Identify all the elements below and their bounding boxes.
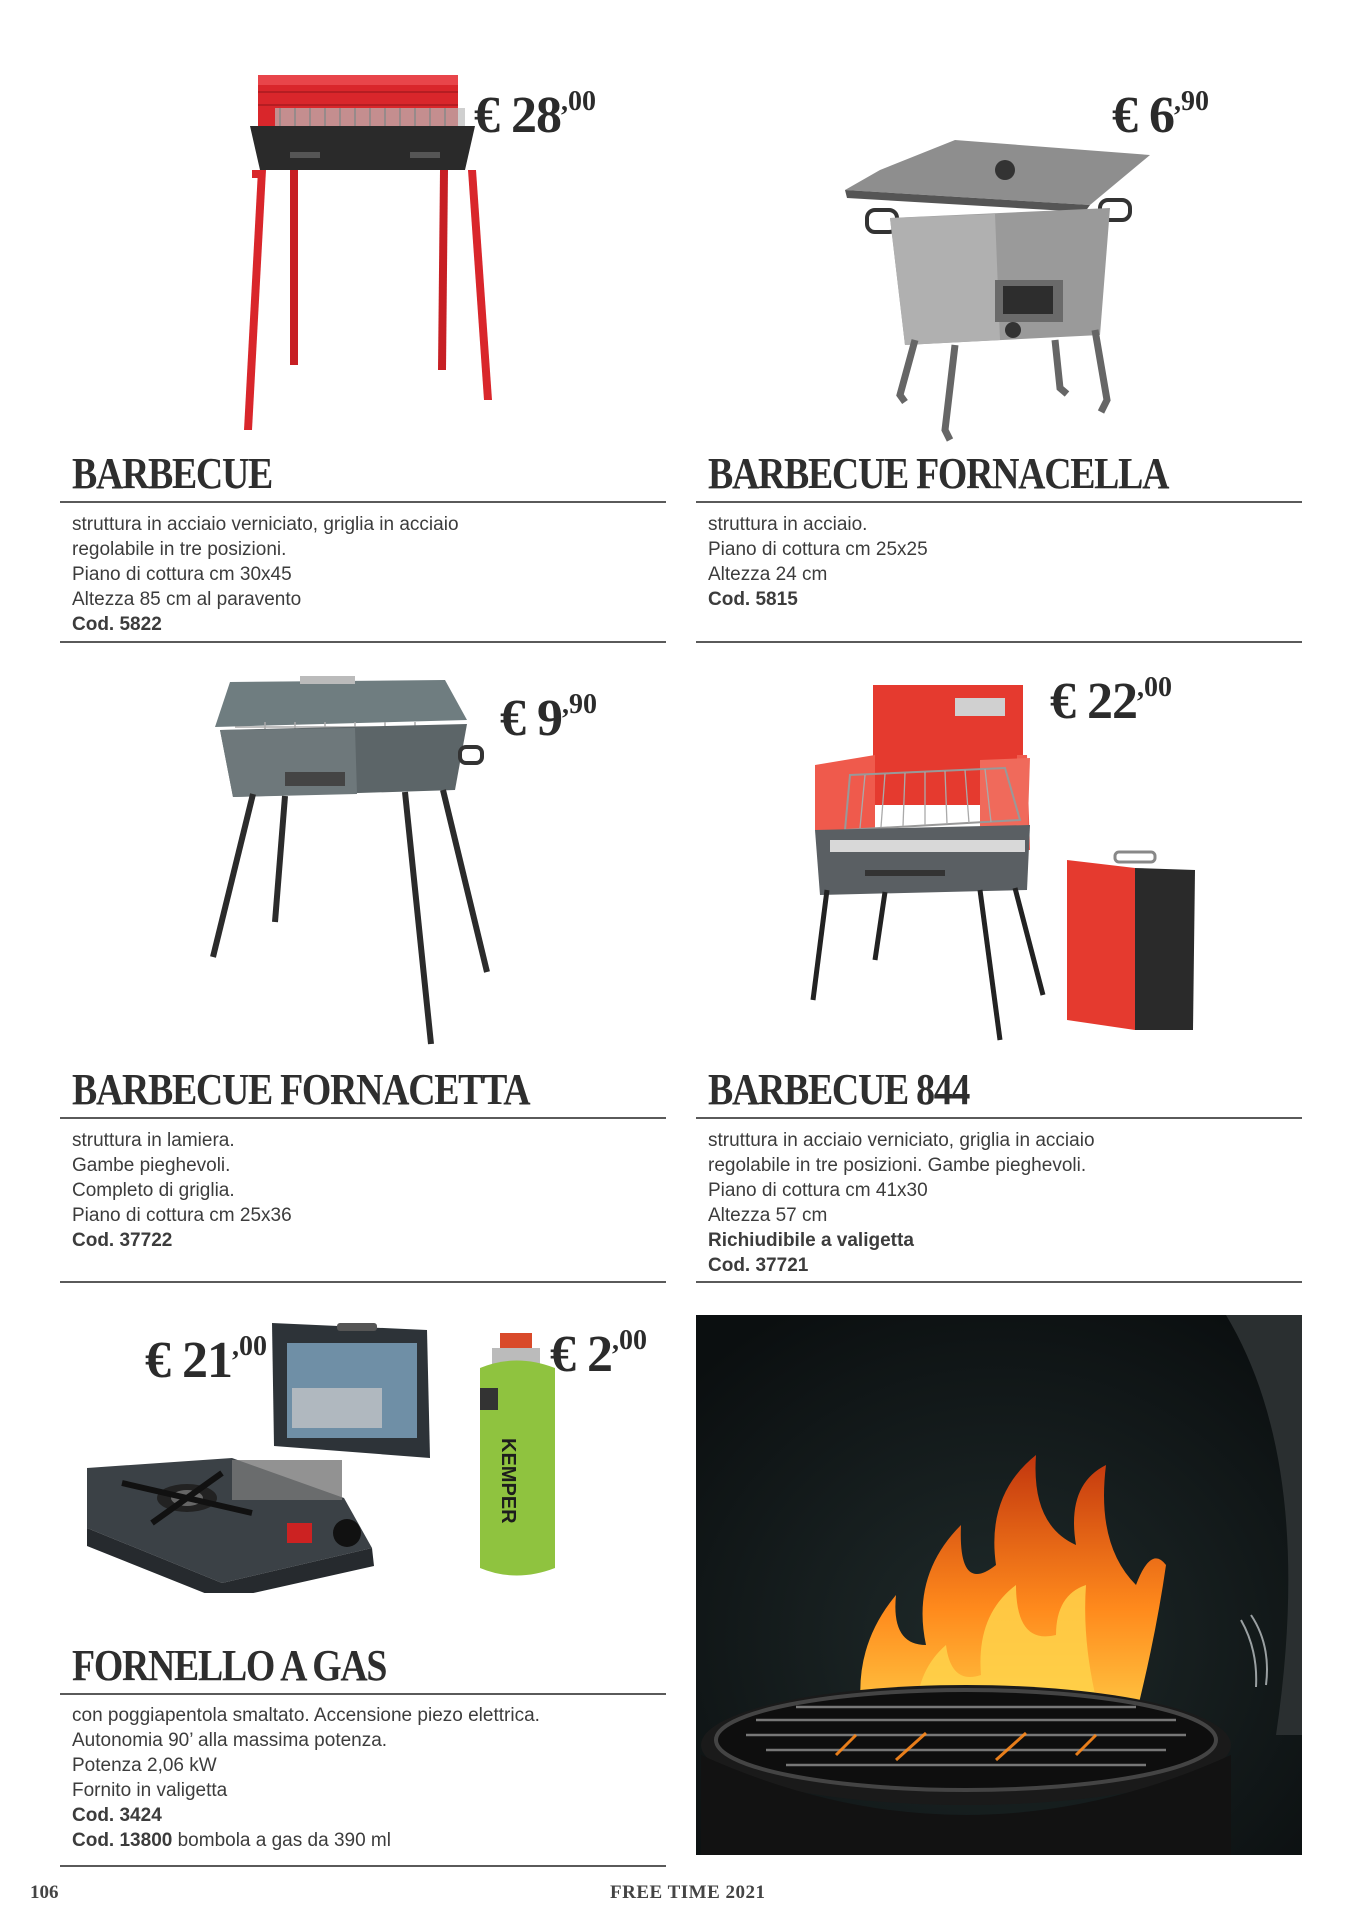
price-main: € 2 xyxy=(550,1326,612,1383)
desc-line: struttura in acciaio verniciato, griglia in acciaio xyxy=(72,514,459,535)
desc-line: struttura in acciaio verniciato, griglia in acciaio xyxy=(708,1130,1095,1151)
section-divider xyxy=(60,1865,666,1867)
desc-line: Altezza 57 cm xyxy=(708,1205,828,1226)
product-code: Cod. 5822 xyxy=(72,614,162,635)
desc-line: Piano di cottura cm 41x30 xyxy=(708,1180,928,1201)
can-brand: KEMPER xyxy=(497,1438,519,1524)
desc-line: Piano di cottura cm 25x25 xyxy=(708,539,928,560)
desc-line: struttura in lamiera. xyxy=(72,1130,235,1151)
product-code-2: Cod. 13800 xyxy=(72,1830,173,1851)
product-title: BARBECUE xyxy=(72,449,272,498)
price-cents: ,90 xyxy=(562,689,597,720)
price-cents: ,00 xyxy=(561,86,596,117)
price-main: € 9 xyxy=(500,690,562,747)
product-description xyxy=(708,1128,1095,1278)
price-main: € 21 xyxy=(145,1332,232,1389)
product-code: Cod. 5815 xyxy=(708,589,798,610)
product-title: BARBECUE FORNACELLA xyxy=(708,449,1169,498)
page-number: 106 xyxy=(30,1882,59,1903)
desc-line: Piano di cottura cm 25x36 xyxy=(72,1205,292,1226)
desc-line: regolabile in tre posizioni. Gambe pieghevoli. xyxy=(708,1155,1087,1176)
title-divider xyxy=(696,1117,1302,1119)
secondary-code-line xyxy=(72,1828,540,1853)
desc-line: con poggiapentola smaltato. Accensione piezo elettrica. xyxy=(72,1705,540,1726)
title-divider xyxy=(60,1693,666,1695)
desc-line: Gambe pieghevoli. xyxy=(72,1155,231,1176)
price-cents: ,90 xyxy=(1174,86,1209,117)
price-barbecue-844 xyxy=(1050,672,1172,731)
desc-line: Fornito in valigetta xyxy=(72,1780,228,1801)
price-main: € 6 xyxy=(1112,87,1174,144)
desc-line: Autonomia 90’ alla massima potenza. xyxy=(72,1730,388,1751)
product-title: BARBECUE FORNACETTA xyxy=(72,1065,530,1114)
product-description xyxy=(72,1703,540,1853)
product-code-2-text: bombola a gas da 390 ml xyxy=(172,1830,391,1851)
grill-fire-photo xyxy=(696,1315,1302,1855)
price-main: € 22 xyxy=(1050,673,1137,730)
section-divider xyxy=(696,1281,1302,1283)
product-code: Cod. 37722 xyxy=(72,1230,173,1251)
price-cents: ,00 xyxy=(612,1325,647,1356)
product-fornello-a-gas xyxy=(0,0,680,1900)
desc-line: struttura in acciaio. xyxy=(708,514,868,535)
product-title: FORNELLO A GAS xyxy=(72,1641,387,1690)
price-cents: ,00 xyxy=(232,1331,267,1362)
catalog-title: FREE TIME 2021 xyxy=(610,1882,766,1903)
desc-line: regolabile in tre posizioni. xyxy=(72,539,287,560)
barbecue-844-image xyxy=(805,680,1200,1055)
desc-line: Piano di cottura cm 30x45 xyxy=(72,564,292,585)
price-fornello xyxy=(145,1331,267,1390)
price-main: € 28 xyxy=(474,87,561,144)
price-gas-can xyxy=(550,1325,647,1384)
price-cents: ,00 xyxy=(1137,672,1172,703)
desc-highlight: Richiudibile a valigetta xyxy=(708,1230,914,1251)
product-code: Cod. 3424 xyxy=(72,1805,162,1826)
desc-line: Altezza 24 cm xyxy=(708,564,828,585)
product-title: BARBECUE 844 xyxy=(708,1065,970,1114)
desc-line: Altezza 85 cm al paravento xyxy=(72,589,302,610)
desc-line: Completo di griglia. xyxy=(72,1180,235,1201)
desc-line: Potenza 2,06 kW xyxy=(72,1755,217,1776)
product-code: Cod. 37721 xyxy=(708,1255,809,1276)
